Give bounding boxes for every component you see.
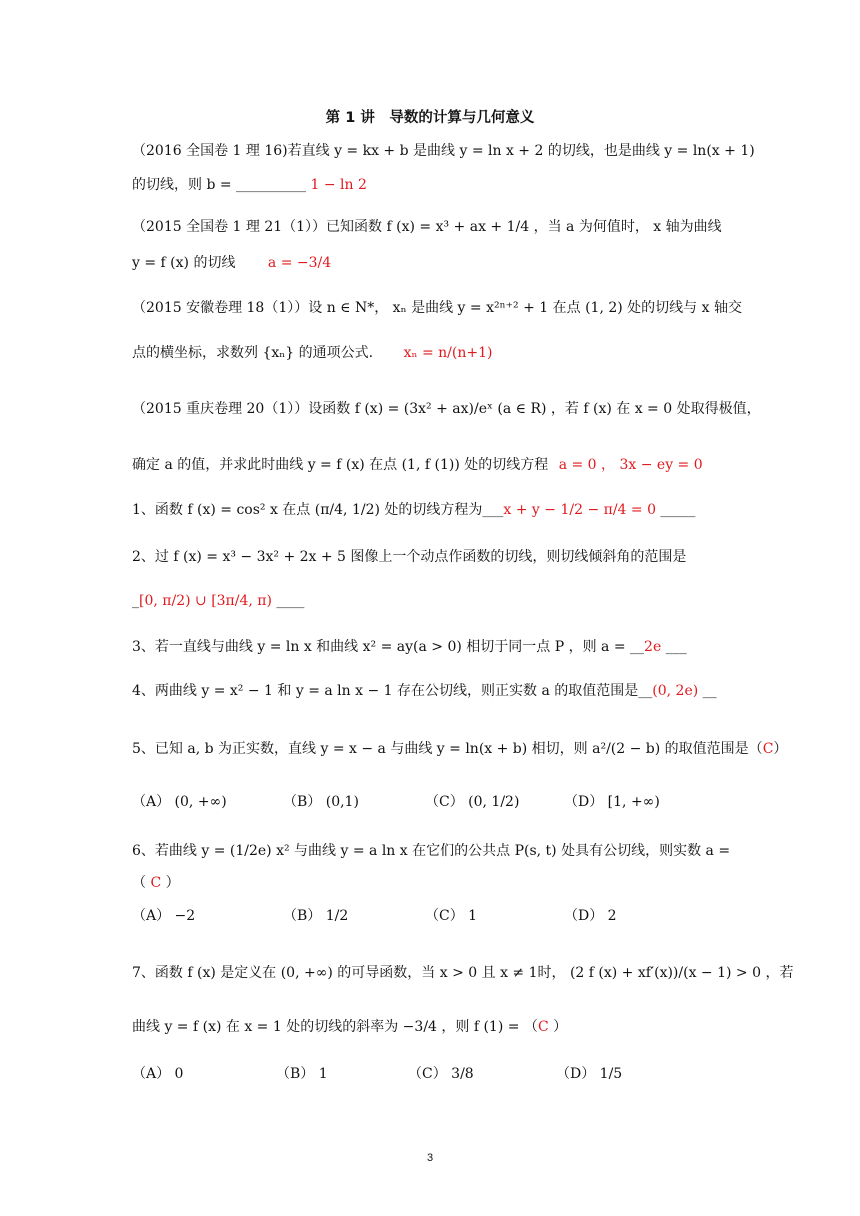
option-a: （A） 0 — [132, 1066, 184, 1082]
answer-text: xₙ = n/(n+1) — [403, 345, 493, 361]
answer-text: a = −3/4 — [267, 255, 332, 271]
blank-tail: ） — [161, 875, 180, 891]
option-c: （C） (0, 1/2) — [425, 794, 520, 810]
line-text: （2015 安徽卷理 18（1））设 n ∈ N*， xₙ 是曲线 y = x²ⁿ⁺² + 1 在点 (1, 2) 处的切线与 x 轴交 — [132, 300, 742, 316]
line-text: 的切线，则 b = __________ — [132, 177, 307, 193]
blank-tail: _____ — [655, 502, 696, 518]
question-1 — [132, 499, 734, 521]
option-b: （B） 1/2 — [283, 908, 349, 924]
line-text: 2、过 f (x) = x³ − 3x² + 2x + 5 图像上一个动点作函数的切线，则切线倾斜角的范围是 — [132, 549, 687, 565]
answer-text: a = 0 ， 3x − ey = 0 — [558, 457, 703, 473]
line-text: 6、若曲线 y = (1/2e) x² 与曲线 y = a ln x 在它们的公共点 P(s, t) 处具有公切线，则实数 a = — [132, 843, 731, 859]
question-3 — [132, 636, 734, 658]
text-line — [132, 398, 761, 420]
line-text: （2015 全国卷 1 理 21（1））已知函数 f (x) = x³ + ax + 1/4 ，当 a 为何值时， x 轴为曲线 — [132, 219, 722, 235]
option-c: （C） 1 — [425, 908, 478, 924]
option-b: （B） (0,1) — [283, 794, 359, 810]
question-6 — [132, 840, 734, 862]
question-7 — [132, 962, 794, 984]
question-4 — [132, 680, 734, 702]
answer-text: x + y − 1/2 − π/4 = 0 — [503, 502, 656, 518]
blank-tail: ___ — [661, 639, 687, 655]
option-a: （A） (0, +∞) — [132, 794, 227, 810]
answer-text: C — [150, 875, 162, 891]
line-text: 确定 a 的值，并求此时曲线 y = f (x) 在点 (1, f (1)) 处的切线方程 — [132, 457, 549, 473]
text-line — [132, 297, 742, 319]
option-a: （A） −2 — [132, 908, 196, 924]
answer-text: (0, 2e) — [652, 683, 699, 699]
line-text: 3、若一直线与曲线 y = ln x 和曲线 x² = ay(a > 0) 相切于同一点 P ，则 a = __ — [132, 639, 645, 655]
answer-text: C — [537, 1019, 549, 1035]
text-line — [132, 140, 755, 162]
line-text: （2015 重庆卷理 20（1））设函数 f (x) = (3x² + ax)/eˣ (a ∈ R) ，若 f (x) 在 x = 0 处取得极值， — [132, 401, 761, 417]
text-line — [132, 872, 734, 894]
option-d: （D） 2 — [564, 908, 617, 924]
line-text: （ — [132, 875, 151, 891]
line-text: 点的横坐标，求数列 {xₙ} 的通项公式. — [132, 345, 374, 361]
text-line — [132, 342, 734, 364]
answer-text: C — [762, 741, 774, 757]
line-text: 1、函数 f (x) = cos² x 在点 (π/4, 1/2) 处的切线方程为___ — [132, 502, 504, 518]
text-line — [132, 590, 734, 612]
option-d: （D） [1, +∞) — [564, 794, 660, 810]
line-text: 曲线 y = f (x) 在 x = 1 处的切线的斜率为 −3/4 ，则 f (1) = （ — [132, 1019, 538, 1035]
line-text: 5、已知 a, b 为正实数，直线 y = x − a 与曲线 y = ln(x + b) 相切，则 a²/(2 − b) 的取值范围是（ — [132, 741, 763, 757]
line-text: （2016 全国卷 1 理 16)若直线 y = kx + b 是曲线 y = ln x + 2 的切线，也是曲线 y = ln(x + 1) — [132, 143, 755, 159]
blank-tail: ____ — [271, 593, 305, 609]
page-title: 第 1 讲 导数的计算与几何意义 — [325, 110, 535, 126]
line-text: 4、两曲线 y = x² − 1 和 y = a ln x − 1 存在公切线，则正实数 a 的取值范围是__ — [132, 683, 653, 699]
text-line — [132, 252, 734, 274]
question-5 — [132, 738, 788, 760]
question-2 — [132, 546, 734, 568]
blank-tail: __ — [698, 683, 717, 699]
answer-text: [0, π/2) ∪ [3π/4, π) — [139, 593, 272, 609]
answer-text: 2e — [644, 639, 662, 655]
option-c: （C） 3/8 — [408, 1066, 474, 1082]
text-line — [132, 216, 734, 238]
text-line — [132, 1016, 734, 1038]
text-line — [132, 174, 734, 196]
option-b: （B） 1 — [276, 1066, 328, 1082]
answer-text: 1 − ln 2 — [310, 177, 367, 193]
blank-tail: ） — [548, 1019, 568, 1035]
text-line — [132, 454, 734, 476]
page-number: 3 — [426, 1152, 434, 1164]
blank-tail: ） — [773, 741, 788, 757]
line-text: _ — [132, 593, 139, 609]
line-text: y = f (x) 的切线 — [132, 255, 236, 271]
option-d: （D） 1/5 — [556, 1066, 623, 1082]
line-text: 7、函数 f (x) 是定义在 (0, +∞) 的可导函数，当 x > 0 且 x ≠ 1时， (2 f (x) + xf′(x))/(x − 1) > 0 ，若 — [132, 965, 794, 981]
